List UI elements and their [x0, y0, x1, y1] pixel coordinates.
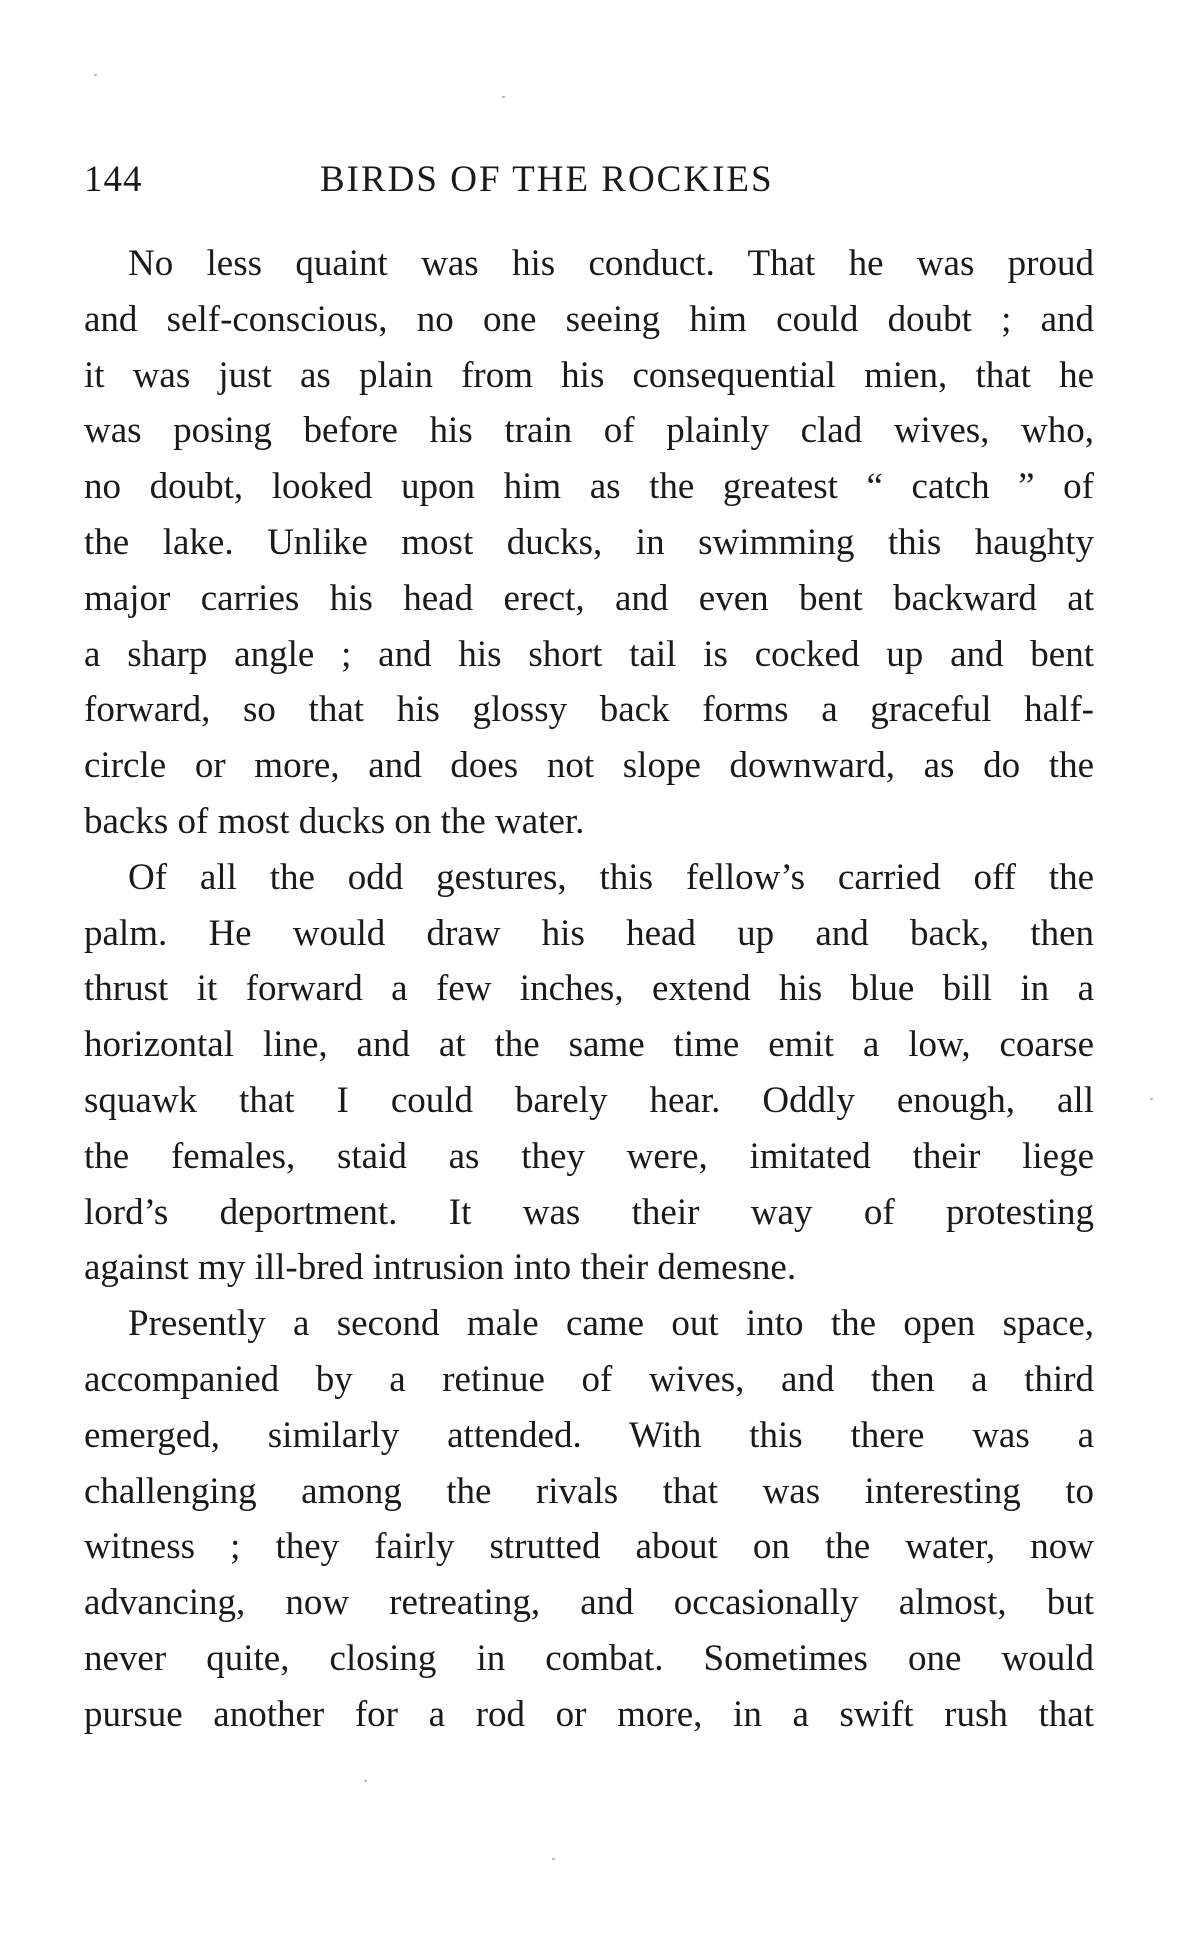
text-line: challenging among the rivals that was interesting to: [84, 1470, 1094, 1512]
text-line: the females, staid as they were, imitated their liege: [84, 1135, 1094, 1177]
scan-speck: [552, 1858, 555, 1860]
text-line: squawk that I could barely hear. Oddly enough, all: [84, 1079, 1094, 1121]
text-line: never quite, closing in combat. Sometimes one would: [84, 1637, 1094, 1679]
text-line: forward, so that his glossy back forms a graceful half-: [84, 689, 1094, 731]
text-line: witness ; they fairly strutted about on the water, now: [84, 1526, 1094, 1568]
text-line: against my ill-bred intrusion into their demesne.: [84, 1247, 797, 1289]
text-line: a sharp angle ; and his short tail is cocked up and bent: [84, 633, 1094, 675]
text-line: lord’s deportment. It was their way of protesting: [84, 1191, 1094, 1233]
text-line: pursue another for a rod or more, in a swift rush that: [84, 1693, 1094, 1735]
text-line: advancing, now retreating, and occasionally almost, but: [84, 1582, 1094, 1624]
page-number: 144: [84, 159, 143, 200]
text-line: it was just as plain from his consequential mien, that he: [84, 354, 1094, 396]
text-line: and self-conscious, no one seeing him could doubt ; and: [84, 298, 1094, 340]
text-line: no doubt, looked upon him as the greatest “ catch ” of: [84, 466, 1094, 508]
text-line: thrust it forward a few inches, extend his blue bill in a: [84, 968, 1094, 1010]
text-line: backs of most ducks on the water.: [84, 800, 585, 842]
text-line: No less quaint was his conduct. That he was proud: [128, 243, 1094, 284]
scan-speck: [502, 96, 505, 98]
text-line: Presently a second male came out into the open space,: [128, 1303, 1094, 1345]
text-line: Of all the odd gestures, this fellow’s carried off the: [128, 856, 1094, 898]
scan-speck: [94, 74, 97, 76]
text-line: emerged, similarly attended. With this there was a: [84, 1414, 1094, 1456]
body-text: [84, 236, 1094, 1743]
text-line: circle or more, and does not slope downward, as do the: [84, 745, 1094, 787]
scan-speck: [364, 1780, 367, 1782]
text-line: major carries his head erect, and even bent backward at: [84, 577, 1094, 619]
text-line: horizontal line, and at the same time emit a low, coarse: [84, 1024, 1094, 1066]
running-title: BIRDS OF THE ROCKIES: [320, 159, 774, 200]
text-line: the lake. Unlike most ducks, in swimming this haughty: [84, 521, 1094, 563]
text-line: palm. He would draw his head up and back, then: [84, 912, 1094, 954]
text-line: was posing before his train of plainly clad wives, who,: [84, 410, 1094, 452]
running-head: [84, 158, 1094, 214]
scan-speck: [1150, 1098, 1153, 1100]
text-line: accompanied by a retinue of wives, and then a third: [84, 1358, 1094, 1400]
